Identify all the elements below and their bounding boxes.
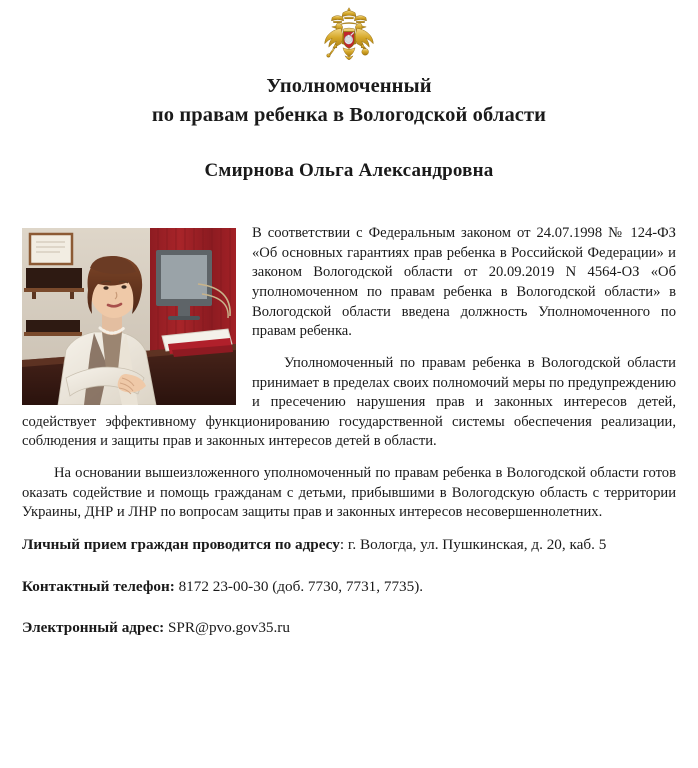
content-area — [0, 224, 698, 523]
paragraph-3: На основании вышеизложенного уполномоченный по правам ребенка в Вологодской области готов оказать содействие и помощь гражданам с детьми, прибывшими в Вологодскую область с территории Украины, ДНР и ЛНР по вопросам защиты прав и законных интересов несовершеннолетних. — [22, 465, 676, 521]
contacts-block — [0, 535, 698, 639]
phone-label: Контактный телефон: — [22, 577, 175, 595]
title-line-2: по правам ребенка в Вологодской области — [151, 104, 547, 127]
title-line-1: Уполномоченный — [266, 75, 432, 97]
phone-line — [22, 577, 676, 598]
commissioner-name: Смирнова Ольга Александровна — [204, 160, 494, 182]
russian-coat-of-arms-icon — [315, 6, 383, 68]
email-line — [22, 618, 676, 639]
reception-value: : г. Вологда, ул. Пушкинская, д. 20, каб. 5 — [339, 535, 607, 553]
emblem-container — [0, 0, 698, 66]
commissioner-photo — [22, 228, 236, 405]
photo-graphic — [22, 228, 236, 405]
email-value[interactable]: SPR@pvo.gov35.ru — [164, 619, 290, 637]
reception-address-line — [22, 535, 676, 556]
paragraph-2: Уполномоченный по правам ребенка в Вологодской области принимает в пределах своих полномочий меры по предупреждению и пресечению нарушения прав и законных интересов детей, содействует эффективному функционированию государственной системы обеспечения реализации, соблюдения и защиты прав и законных интересов детей в области. — [22, 354, 676, 450]
email-label: Электронный адрес: — [22, 619, 165, 637]
paragraph-1: В соответствии с Федеральным законом от 24.07.1998 № 124-ФЗ «Об основных гарантиях прав ребенка в Российской Федерации» и законом Вологодской области от 20.09.2019 N 4564-ОЗ «Об уполномоченном по правам ребенка в Вологодской области» в Вологодской области введена должность Уполномоченного по правам ребенка. — [252, 225, 676, 340]
shield — [344, 32, 355, 49]
page-title — [0, 72, 698, 130]
phone-value: 8172 23-00-30 (доб. 7730, 7731, 7735). — [174, 577, 424, 595]
reception-label: Личный прием граждан проводится по адресу — [22, 535, 340, 553]
